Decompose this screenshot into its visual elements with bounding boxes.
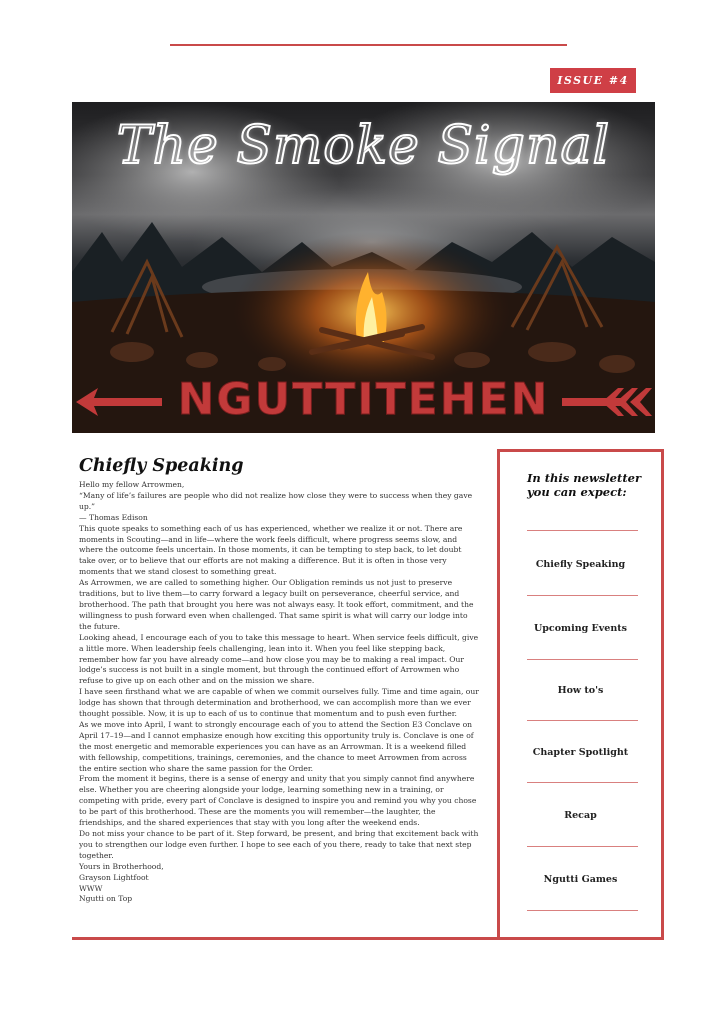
toc-item-chapter-spotlight: Chapter Spotlight: [532, 747, 629, 758]
arrowhead-icon: [74, 384, 164, 420]
toc-item-upcoming-events: Upcoming Events: [533, 623, 627, 634]
toc-heading: In this newsletter you can expect:: [527, 471, 642, 499]
toc-divider: [527, 530, 638, 531]
arrow-fletching-icon: [562, 384, 652, 420]
issue-badge: ISSUE #4: [550, 68, 636, 93]
top-rule: [170, 44, 567, 46]
article-body: Hello my fellow Arrowmen, “Many of life’s failures are people who did not realize how close they were to success when they gave up.” — Thomas Edison This quote speaks to something each of us has experienced, whether we realize it or not. There are moments in Scouting—and in life—where the work feels difficult, where progress seems slow, and where the outcome feels uncertain. In those moments, it can be tempting to step back, to let doubt take over, or to believe that our efforts are not making a difference. But it is often in those very moments that we stand closest to something great. As Arrowmen, we are called to something higher. Our Obligation reminds us not just to preserve traditions, but to live them—to carry forward a legacy built on perseverance, cheerful service, and brotherhood. The path that brought you here was not always easy. It took effort, commitment, and the willingness to push forward even when challenged. That same spirit is what will carry our lodge into the future. Looking ahead, I encourage each of you to take this message to heart. When service feels difficult, give a little more. When leadership feels challenging, lean into it. When you feel like stepping back, remember how far you have already come—and how close you may be to making a real impact. Our lodge’s success is not built in a single moment, but through the continued effort of Arrowmen who refuse to give up on each other and on the mission we share. I have seen firsthand what we are capable of when we commit ourselves fully. Time and time again, our lodge has shown that through determination and brotherhood, we can accomplish more than we ever thought possible. Now, it is up to each of us to continue that momentum and to push even further. As we move into April, I want to strongly encourage each of you to attend the Section E3 Conclave on April 17–19—and I cannot emphasize enough how exciting this opportunity truly is. Conclave is one of the most energetic and memorable experiences you can have as an Arrowman. It is a weekend filled with fellowship, competitions, trainings, ceremonies, and the chance to meet Arrowmen from across the entire section who share the same passion for the Order. From the moment it begins, there is a sense of energy and unity that you simply cannot find anywhere else. Whether you are cheering alongside your lodge, learning something new in a training, or competing with pride, every part of Conclave is designed to inspire you and remind you why you chose to be part of this brotherhood. These are the moments you will remember—the laughter, the friendships, and the shared experiences that stay with you long after the weekend ends. Do not miss your chance to be part of it. Step forward, be present, and bring that excitement back with you to strengthen our lodge even further. I hope to see each of you there, ready to take that next step together. Yours in Brotherhood, Grayson Lightfoot WWW Ngutti on Top: [79, 480, 479, 904]
toc-divider: [527, 659, 638, 660]
table-of-contents: [497, 449, 664, 940]
toc-item-recap: Recap: [564, 810, 597, 821]
toc-divider: [527, 595, 638, 596]
newsletter-title: The Smoke Signal: [116, 116, 611, 176]
toc-divider: [527, 782, 638, 783]
toc-item-chiefly-speaking: Chiefly Speaking: [535, 559, 626, 570]
chiefly-speaking-article: [79, 456, 479, 905]
toc-divider: [527, 720, 638, 721]
toc-divider: [527, 846, 638, 847]
toc-divider: [527, 910, 638, 911]
toc-item-how-tos: How to's: [557, 685, 604, 696]
article-heading: Chiefly Speaking: [79, 456, 244, 476]
lodge-name-band: [72, 372, 655, 430]
bottom-rule: [72, 937, 497, 940]
lodge-name: NGUTTITEHEN: [177, 374, 550, 425]
toc-item-ngutti-games: Ngutti Games: [543, 874, 618, 885]
newsletter-banner: [72, 102, 655, 433]
